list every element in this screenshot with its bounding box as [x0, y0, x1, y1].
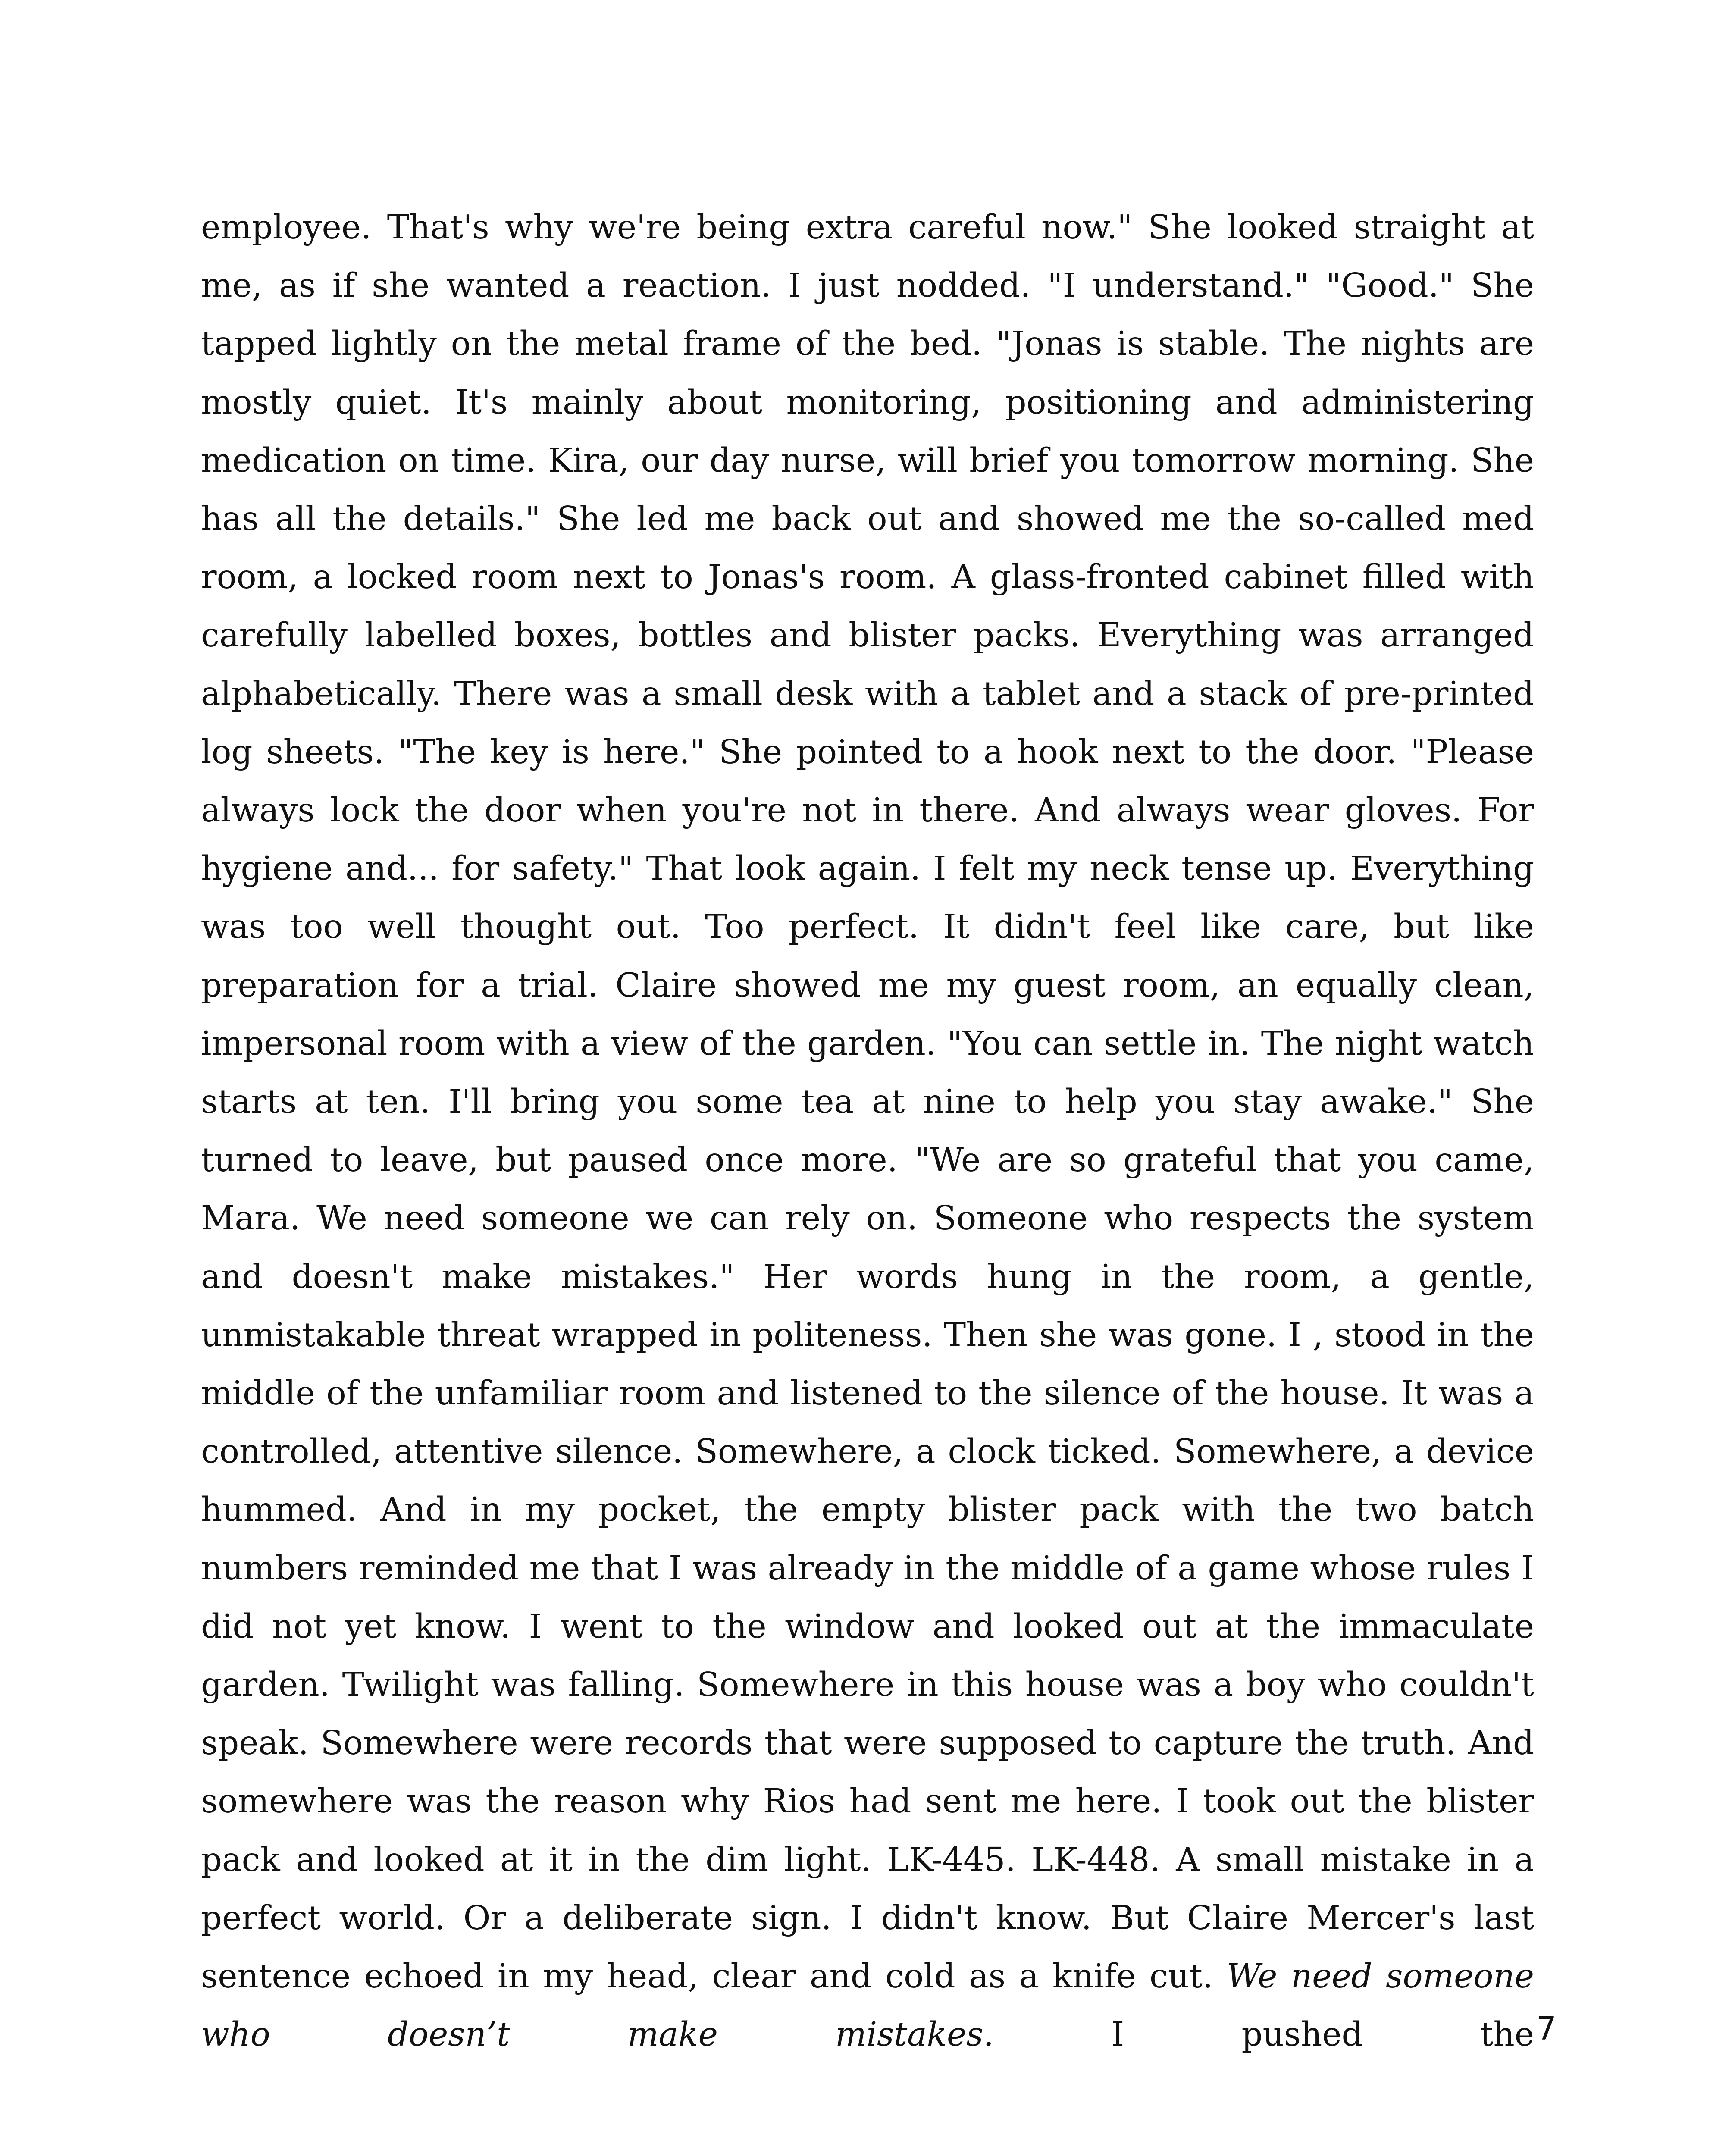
italic-emphasis: We need someone who doesn’t make mistakes. [201, 1957, 1534, 2054]
paragraph-text-main: employee. That's why we're being extra careful now." She looked straight at me, as if she wanted a reaction. I just nodded. "I understand." "Good." She tapped lightly on the metal frame of the bed. "Jonas is stable. The nights are mostly quiet. It's mainly about monitoring, positioning and administering medication on time. Kira, our day nurse, will brief you tomorrow morning. She has all the details." She led me back out and showed me the so-called med room, a locked room next to Jonas's room. A glass-fronted cabinet filled with carefully labelled boxes, bottles and blister packs. Everything was arranged alphabetically. There was a small desk with a tablet and a stack of pre-printed log sheets. "The key is here." She pointed to a hook next to the door. "Please always lock the door when you're not in there. And always wear gloves. For hygiene and... for safety." That look again. I felt my neck tense up. Everything was too well thought out. Too perfect. It didn't feel like care, but like preparation for a trial. Claire showed me my guest room, an equally clean, impersonal room with a view of the garden. "You can settle in. The night watch starts at ten. I'll bring you some tea at nine to help you stay awake." She turned to leave, but paused once more. "We are so grateful that you came, Mara. We need someone we can rely on. Someone who respects the system and doesn't make mistakes." Her words hung in the room, a gentle, unmistakable threat wrapped in politeness. Then she was gone. I , stood in the middle of the unfamiliar room and listened to the silence of the house. It was a controlled, attentive silence. Somewhere, a clock ticked. Somewhere, a device hummed. And in my pocket, the empty blister pack with the two batch numbers reminded me that I was already in the middle of a game whose rules I did not yet know. I went to the window and looked out at the immaculate garden. Twilight was falling. Somewhere in this house was a boy who couldn't speak. Somewhere were records that were supposed to capture the truth. And somewhere was the reason why Rios had sent me here. I took out the blister pack and looked at it in the dim light. LK-445. LK-448. A small mistake in a perfect world. Or a deliberate sign. I didn't know. But Claire Mercer's last sentence echoed in my head, clear and cold as a knife cut. [201, 208, 1534, 1996]
paragraph-text-end: I pushed the [993, 2015, 1534, 2054]
page-number: 7 [1536, 2010, 1557, 2047]
body-paragraph [201, 198, 1534, 2064]
